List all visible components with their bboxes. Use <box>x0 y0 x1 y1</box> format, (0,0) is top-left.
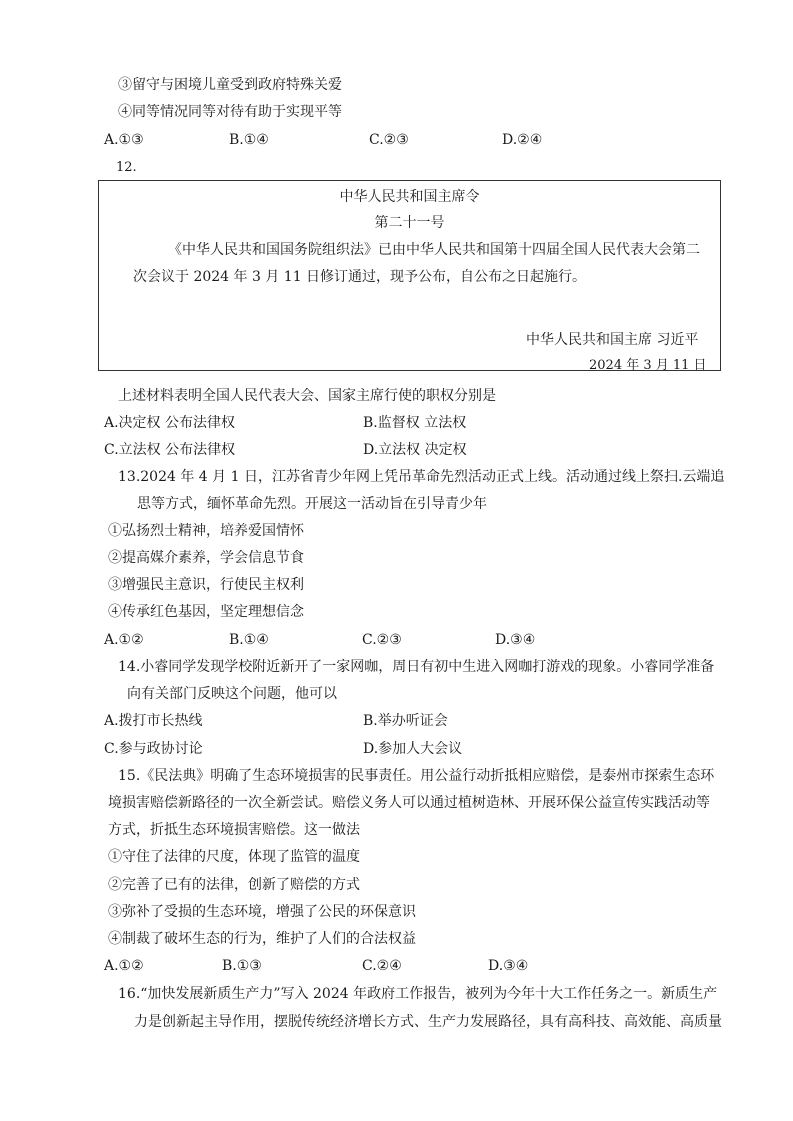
q15-option-a: A.①② <box>104 958 144 974</box>
q11-option-a: A.①③ <box>104 132 144 148</box>
q15-item-1: ①守住了法律的尺度，体现了监管的温度 <box>108 849 360 865</box>
decree-title: 中华人民共和国主席令 <box>339 189 480 205</box>
q15-stem-line-3: 方式，折抵生态环境损害赔偿。这一做法 <box>108 822 360 838</box>
q14-option-a: A.拨打市长热线 <box>104 713 203 729</box>
decree-body-line-2: 次会议于 2024 年 3 月 11 日修订通过，现予公布，自公布之日起施行。 <box>133 269 587 285</box>
q14-option-d: D.参加人大会议 <box>363 741 463 757</box>
q15-item-2: ②完善了已有的法律，创新了赔偿的方式 <box>108 877 360 893</box>
q11-item-4: ④同等情况同等对待有助于实现平等 <box>118 104 342 120</box>
q14-stem-line-1: 14.小睿同学发现学校附近新开了一家网咖，周日有初中生进入网咖打游戏的现象。小睿同学准备 <box>118 659 715 675</box>
q13-item-3: ③增强民主意识，行使民主权利 <box>108 577 304 593</box>
decree-body-line-1: 《中华人民共和国国务院组织法》已由中华人民共和国第十四届全国人民代表大会第二 <box>168 242 700 258</box>
q15-item-3: ③弥补了受损的生态环境，增强了公民的环保意识 <box>108 904 416 920</box>
decree-signature: 中华人民共和国主席 习近平 <box>526 332 699 348</box>
q12-number: 12. <box>116 160 137 175</box>
q14-stem-line-2: 向有关部门反映这个问题，他可以 <box>127 686 337 702</box>
q14-option-b: B.举办听证会 <box>363 713 448 729</box>
q13-item-1: ①弘扬烈士精神，培养爱国情怀 <box>108 523 304 539</box>
q13-option-a: A.①② <box>104 632 144 648</box>
q13-stem-line-2: 思等方式，缅怀革命先烈。开展这一活动旨在引导青少年 <box>137 496 487 512</box>
q15-stem-line-1: 15.《民法典》明确了生态环境损害的民事责任。用公益行动折抵相应赔偿，是泰州市探索生态环 <box>118 768 715 784</box>
q14-option-c: C.参与政协讨论 <box>104 741 203 757</box>
q11-option-d: D.②④ <box>502 132 543 148</box>
q12-option-b: B.监督权 立法权 <box>363 415 467 431</box>
q13-option-d: D.③④ <box>495 632 536 648</box>
q13-option-b: B.①④ <box>229 632 269 648</box>
q12-stem: 上述材料表明全国人民代表大会、国家主席行使的职权分别是 <box>118 388 496 404</box>
q12-option-c: C.立法权 公布法律权 <box>104 442 236 458</box>
q13-item-2: ②提高媒介素养，学会信息节食 <box>108 550 304 566</box>
decree-box <box>98 180 721 371</box>
q15-option-d: D.③④ <box>488 958 529 974</box>
q12-option-d: D.立法权 决定权 <box>363 442 467 458</box>
q15-item-4: ④制裁了破坏生态的行为，维护了人们的合法权益 <box>108 931 416 947</box>
q11-item-3: ③留守与困境儿童受到政府特殊关爱 <box>118 77 342 93</box>
decree-date: 2024 年 3 月 11 日 <box>589 358 707 373</box>
q11-option-b: B.①④ <box>229 132 269 148</box>
q15-stem-line-2: 境损害赔偿新路径的一次全新尝试。赔偿义务人可以通过植树造林、开展环保公益宣传实践活动等 <box>108 795 710 811</box>
q12-option-a: A.决定权 公布法律权 <box>104 415 236 431</box>
q15-option-b: B.①③ <box>222 958 262 974</box>
q16-stem-line-1: 16.“加快发展新质生产力”写入 2024 年政府工作报告，被列为今年十大工作任务之一。新质生产 <box>118 986 718 1002</box>
decree-number: 第二十一号 <box>374 215 445 231</box>
q16-stem-line-2: 力是创新起主导作用，摆脱传统经济增长方式、生产力发展路径，具有高科技、高效能、高质量 <box>134 1014 722 1030</box>
q11-option-c: C.②③ <box>369 132 409 148</box>
q13-item-4: ④传承红色基因，坚定理想信念 <box>108 604 304 620</box>
q13-stem-line-1: 13.2024 年 4 月 1 日，江苏省青少年网上凭吊革命先烈活动正式上线。活动通过线上祭扫.云端追 <box>118 469 725 485</box>
q15-option-c: C.②④ <box>362 958 402 974</box>
q13-option-c: C.②③ <box>362 632 402 648</box>
